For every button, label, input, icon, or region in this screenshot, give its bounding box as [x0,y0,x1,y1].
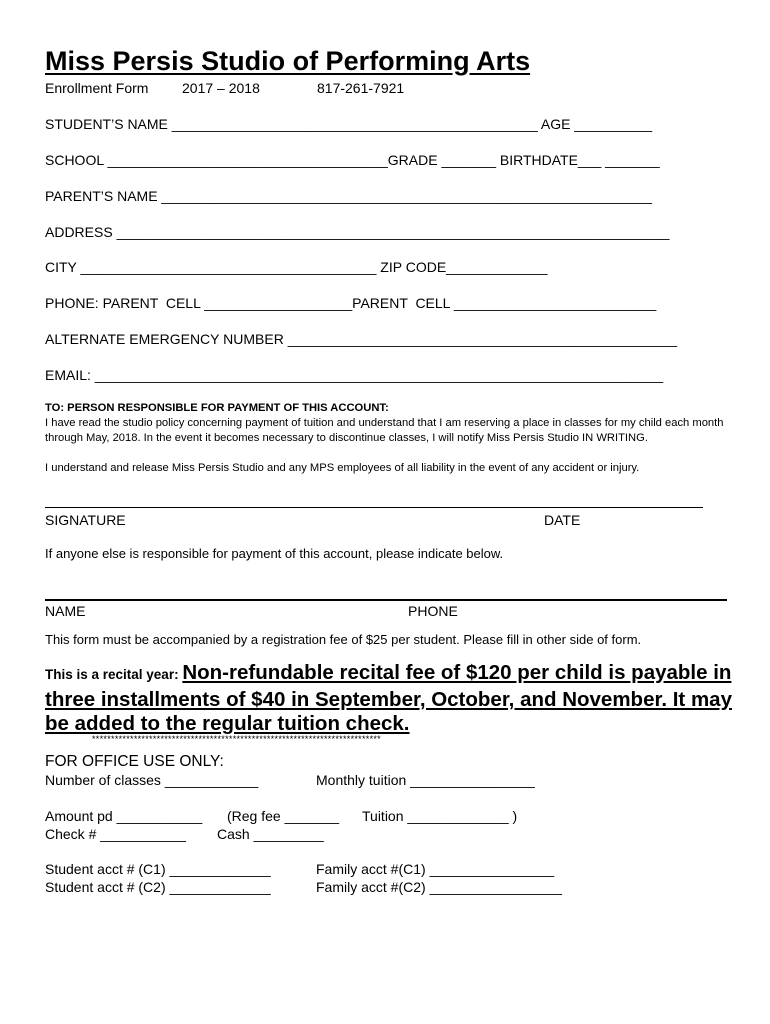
studio-phone: 817-261-7921 [317,80,405,96]
tuition-field[interactable]: Tuition _____________ ) [362,808,518,824]
office-use-heading: FOR OFFICE USE ONLY: [45,753,224,770]
signature-line[interactable] [45,507,703,508]
page-title: Miss Persis Studio of Performing Arts [45,46,531,76]
school-field[interactable]: SCHOOL ____________________________________GRADE _______ BIRTHDATE___ _______ [45,152,660,168]
star-divider: **************************************************************************** [92,734,381,744]
parent-name-field[interactable]: PARENT’S NAME _______________________________________________________________ [45,188,652,204]
date-label: DATE [544,512,581,528]
policy-paragraph: I have read the studio policy concerning payment of tuition and understand that I am reserving a place in classes for my child each month through May, 2018. In the event it becomes necessary to discontinue classes, I will notify Miss Persis Studio IN WRITING. [45,417,724,444]
monthly-tuition-field[interactable]: Monthly tuition ________________ [316,772,535,788]
form-name: Enrollment Form [45,80,149,96]
student-name-field[interactable]: STUDENT’S NAME _______________________________________________ AGE __________ [45,116,653,132]
signature-label: SIGNATURE [45,512,126,528]
recital-fee-text: Non-refundable recital fee of $120 per child is payable in three installments of $40 in September, October, and November. It may be added to the regular tuition check. [45,661,732,735]
recital-notice [45,661,745,737]
address-field[interactable]: ADDRESS _______________________________________________________________________ [45,224,670,240]
family-acct-c1-field[interactable]: Family acct #(C1) ________________ [316,861,555,877]
other-payer-note: If anyone else is responsible for payment of this account, please indicate below. [45,546,504,561]
name-label: NAME [45,603,86,619]
family-acct-c2-field[interactable]: Family acct #(C2) _________________ [316,879,562,895]
city-zip-field[interactable]: CITY ______________________________________ ZIP CODE_____________ [45,259,548,275]
registration-note: This form must be accompanied by a registration fee of $25 per student. Please fill in other side of form. [45,632,642,647]
reg-fee-field[interactable]: (Reg fee _______ [227,808,340,824]
recital-lead: This is a recital year: [45,667,183,682]
student-acct-c2-field[interactable]: Student acct # (C2) _____________ [45,879,271,895]
student-acct-c1-field[interactable]: Student acct # (C1) _____________ [45,861,271,877]
cash-field[interactable]: Cash _________ [217,826,324,842]
num-classes-field[interactable]: Number of classes ____________ [45,772,259,788]
email-field[interactable]: EMAIL: _________________________________________________________________________ [45,367,664,383]
check-number-field[interactable]: Check # ___________ [45,826,186,842]
alternate-emergency-field[interactable]: ALTERNATE EMERGENCY NUMBER __________________________________________________ [45,331,678,347]
amount-paid-field[interactable]: Amount pd ___________ [45,808,203,824]
release-paragraph: I understand and release Miss Persis Studio and any MPS employees of all liability in the event of any accident or injury. [45,462,640,474]
phone-field[interactable]: PHONE: PARENT CELL ___________________PARENT CELL __________________________ [45,295,657,311]
school-year: 2017 – 2018 [182,80,260,96]
payer-line[interactable] [45,599,727,601]
policy-heading: TO: PERSON RESPONSIBLE FOR PAYMENT OF THIS ACCOUNT: [45,402,389,414]
phone-label: PHONE [408,603,458,619]
